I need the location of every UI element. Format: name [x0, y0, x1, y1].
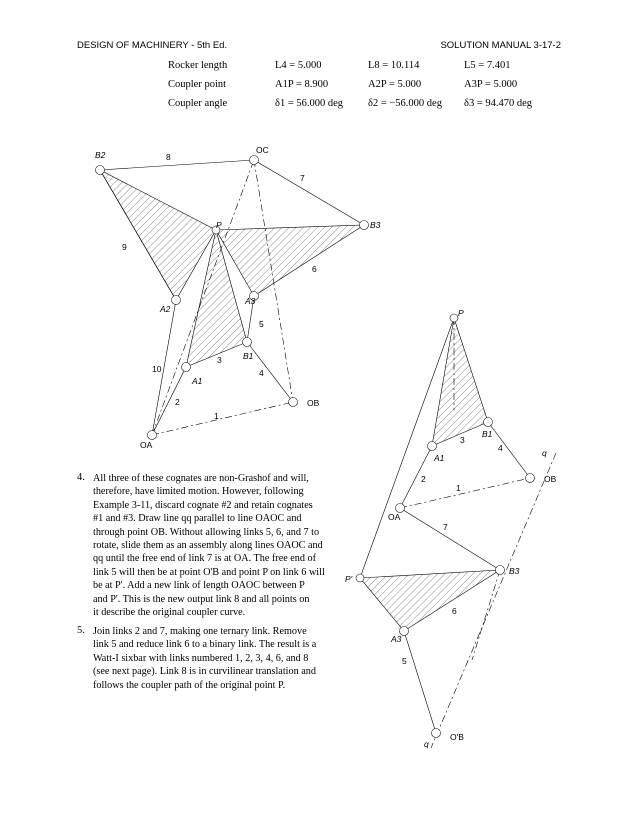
label-link-6: 6 — [452, 606, 457, 616]
pivot-b1 — [243, 338, 252, 347]
label-b1: B1 — [482, 429, 493, 439]
pivot-p — [450, 314, 458, 322]
param-value: δ1 = 56.000 deg — [275, 98, 344, 109]
pivot-b3 — [496, 566, 505, 575]
param-value: L5 = 7.401 — [464, 60, 511, 71]
label-link-7: 7 — [443, 522, 448, 532]
paragraph-line: (see next page). Link 8 is in curvilinear translation and — [93, 666, 316, 678]
label-link-10: 10 — [152, 364, 162, 374]
step-5-paragraph — [93, 625, 338, 692]
label-link-3: 3 — [217, 355, 222, 365]
watt-sixbar-construction-diagram — [345, 308, 557, 749]
label-ob: OB — [544, 474, 557, 484]
param-value: L4 = 5.000 — [275, 60, 322, 71]
step-number: 5. — [77, 625, 85, 636]
paragraph-line: Watt-I sixbar with links numbered 1, 2, 3, 4, 6, and 8 — [93, 652, 309, 664]
label-p: P — [458, 308, 464, 318]
label-b3: B3 — [509, 566, 520, 576]
link-8 — [100, 160, 254, 170]
label-link-2: 2 — [421, 474, 426, 484]
coupler-triangle-2 — [100, 170, 216, 300]
ground-link-1 — [400, 478, 530, 508]
paragraph-line: follows the coupler path of the original point P. — [93, 679, 286, 691]
paragraph-line: through point OB. Without allowing links 5, 6, and 7 to — [93, 526, 320, 538]
pivot-a1 — [428, 442, 437, 451]
label-a1: A1 — [192, 376, 203, 386]
param-value: δ3 = 94.470 deg — [464, 98, 533, 109]
coupler-triangle-3 — [216, 225, 364, 296]
coupler-triangle-1 — [432, 318, 488, 446]
param-value: L8 = 10.114 — [368, 60, 420, 71]
param-value: A3P = 5.000 — [464, 79, 518, 90]
link-7 — [254, 160, 364, 225]
param-label: Rocker length — [168, 60, 228, 71]
param-label: Coupler point — [168, 79, 227, 90]
link-7 — [400, 508, 500, 570]
link-4 — [488, 422, 530, 478]
label-a2: A2 — [160, 304, 171, 314]
param-value: A1P = 8.900 — [275, 79, 329, 90]
paragraph-line: #1 and #3. Draw line qq parallel to line OAOC and — [93, 513, 302, 525]
label-link-2: 2 — [175, 397, 180, 407]
step-4-paragraph — [93, 472, 338, 619]
ground-link-1 — [152, 402, 293, 435]
paragraph-line: rotate, slide them as an assembly along lines OAOC and — [93, 540, 323, 552]
label-link-1: 1 — [214, 411, 219, 421]
book-title-header: DESIGN OF MACHINERY - 5th Ed. — [77, 40, 228, 51]
pivot-b1 — [484, 418, 493, 427]
paragraph-line: be at P'. Add a new link of length OAOC between P — [93, 580, 305, 592]
paragraph-line: Example 3-11, discard cognate #2 and retain cognates — [93, 499, 313, 511]
label-link-7: 7 — [300, 173, 305, 183]
label-ob-prime: O'B — [450, 732, 464, 742]
paragraph-line: and P'. This is the new output link 8 and all points on — [93, 593, 310, 605]
label-b3: B3 — [370, 220, 381, 230]
label-link-6: 6 — [312, 264, 317, 274]
label-link-5: 5 — [259, 319, 264, 329]
cognate-linkage-diagram — [95, 145, 381, 450]
label-oc: OC — [256, 145, 269, 155]
label-a3: A3 — [391, 634, 402, 644]
label-q-bottom: q — [424, 739, 429, 749]
paragraph-line: link 5 will then be at point O'B and point P on link 6 will — [93, 566, 325, 578]
label-a1: A1 — [434, 453, 445, 463]
pivot-b2 — [96, 166, 105, 175]
pivot-a2 — [172, 296, 181, 305]
coupler-triangle-3 — [360, 570, 500, 631]
paragraph-line: it describe the original coupler curve. — [93, 607, 246, 619]
label-p: P — [216, 220, 222, 230]
page-number-header: SOLUTION MANUAL 3-17-2 — [440, 40, 561, 51]
label-link-1: 1 — [456, 483, 461, 493]
step-number: 4. — [77, 472, 85, 483]
pivot-b3 — [360, 221, 369, 230]
paragraph-line: qq until the free end of link 7 is at OA. The free end of — [93, 553, 317, 565]
label-link-4: 4 — [498, 443, 503, 453]
ground-line-oa-oc — [152, 160, 254, 435]
label-b1: B1 — [243, 351, 254, 361]
label-oa: OA — [140, 440, 153, 450]
pivot-ob-prime — [432, 729, 441, 738]
pivot-oc — [250, 156, 259, 165]
link-8 — [360, 318, 454, 578]
label-q-top: q — [542, 448, 547, 458]
paragraph-line: Join links 2 and 7, making one ternary link. Remove — [93, 626, 307, 637]
paragraph-line: All three of these cognates are non-Grashof and will, — [93, 473, 309, 484]
param-value: A2P = 5.000 — [368, 79, 422, 90]
label-link-9: 9 — [122, 242, 127, 252]
label-ob: OB — [307, 398, 320, 408]
label-b2: B2 — [95, 150, 106, 160]
label-link-4: 4 — [259, 368, 264, 378]
pivot-ob — [526, 474, 535, 483]
pivot-p-prime — [356, 574, 364, 582]
link-5 — [404, 631, 436, 733]
label-link-8: 8 — [166, 152, 171, 162]
label-link-5: 5 — [402, 656, 407, 666]
link-2 — [400, 446, 432, 508]
label-p-prime: P' — [345, 574, 353, 584]
paragraph-line: therefore, have limited motion. However, following — [93, 486, 304, 498]
param-label: Coupler angle — [168, 98, 228, 109]
pivot-oa — [148, 431, 157, 440]
link-4 — [247, 342, 293, 402]
pivot-ob — [289, 398, 298, 407]
param-value: δ2 = −56.000 deg — [368, 98, 442, 109]
pivot-a1 — [182, 363, 191, 372]
label-a3: A3 — [245, 296, 256, 306]
link-2 — [152, 367, 186, 435]
label-oa: OA — [388, 512, 401, 522]
paragraph-line: link 5 and reduce link 6 to a binary link. The result is a — [93, 639, 317, 651]
label-link-3: 3 — [460, 435, 465, 445]
